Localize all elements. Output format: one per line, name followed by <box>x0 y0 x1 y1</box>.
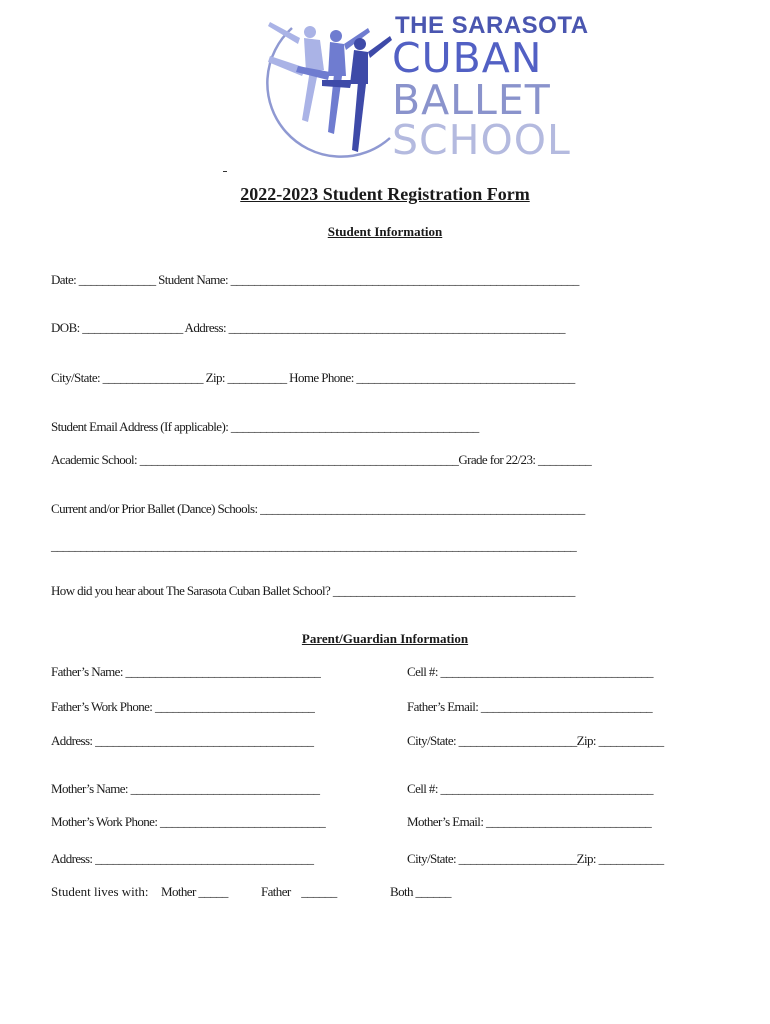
mother-work-phone-line[interactable]: Mother’s Work Phone: ____________________________ <box>51 814 326 829</box>
student-email-line[interactable]: Student Email Address (If applicable): __________________________________________ <box>51 419 479 434</box>
father-work-phone-line[interactable]: Father’s Work Phone: ___________________________ <box>51 699 315 714</box>
ballerina-emblem-icon <box>240 10 400 170</box>
prior-ballet-schools-continuation-line[interactable]: _________________________________________________________________________________________ <box>51 538 577 553</box>
parent-section-heading: Parent/Guardian Information <box>301 631 469 646</box>
mother-cell-line[interactable]: Cell #: ____________________________________ <box>407 781 653 796</box>
mother-address-line[interactable]: Address: _____________________________________ <box>51 851 314 866</box>
logo-text-ballet: BALLET <box>392 76 551 124</box>
father-city-zip-line[interactable]: City/State: ____________________Zip: ___________ <box>407 733 664 748</box>
city-zip-phone-line[interactable]: City/State: _________________ Zip: __________ Home Phone: _____________________________________ <box>51 370 575 385</box>
lives-with-mother[interactable]: Mother _____ <box>161 884 228 899</box>
father-email-line[interactable]: Father’s Email: _____________________________ <box>407 699 653 714</box>
mother-email-line[interactable]: Mother’s Email: ____________________________ <box>407 814 652 829</box>
mother-city-zip-line[interactable]: City/State: ____________________Zip: ___________ <box>407 851 664 866</box>
father-address-line[interactable]: Address: _____________________________________ <box>51 733 314 748</box>
lives-with-father[interactable]: Father ______ <box>261 884 337 899</box>
student-section-heading: Student Information <box>327 224 443 239</box>
logo-text-the-sarasota: THE SARASOTA <box>395 12 589 39</box>
lives-with-both[interactable]: Both ______ <box>390 884 451 899</box>
mother-name-line[interactable]: Mother’s Name: ________________________________ <box>51 781 320 796</box>
dob-address-line[interactable]: DOB: _________________ Address: _________________________________________________________ <box>51 320 565 335</box>
father-cell-line[interactable]: Cell #: ____________________________________ <box>407 664 653 679</box>
logo-text-cuban: CUBAN <box>392 34 543 82</box>
school-logo <box>240 10 589 170</box>
father-name-line[interactable]: Father’s Name: _________________________________ <box>51 664 321 679</box>
logo-text-school: SCHOOL <box>392 116 571 164</box>
stray-mark <box>223 171 227 172</box>
form-title: 2022-2023 Student Registration Form <box>240 184 530 204</box>
lives-with-label: Student lives with: <box>51 884 149 899</box>
academic-school-grade-line[interactable]: Academic School: ______________________________________________________Grade for 22/23: _________ <box>51 452 592 467</box>
prior-ballet-schools-line[interactable]: Current and/or Prior Ballet (Dance) Schools: _______________________________________________________ <box>51 501 585 516</box>
referral-source-line[interactable]: How did you hear about The Sarasota Cuban Ballet School? _________________________________________ <box>51 583 575 598</box>
date-student-name-line[interactable]: Date: _____________ Student Name: ___________________________________________________________ <box>51 272 579 287</box>
